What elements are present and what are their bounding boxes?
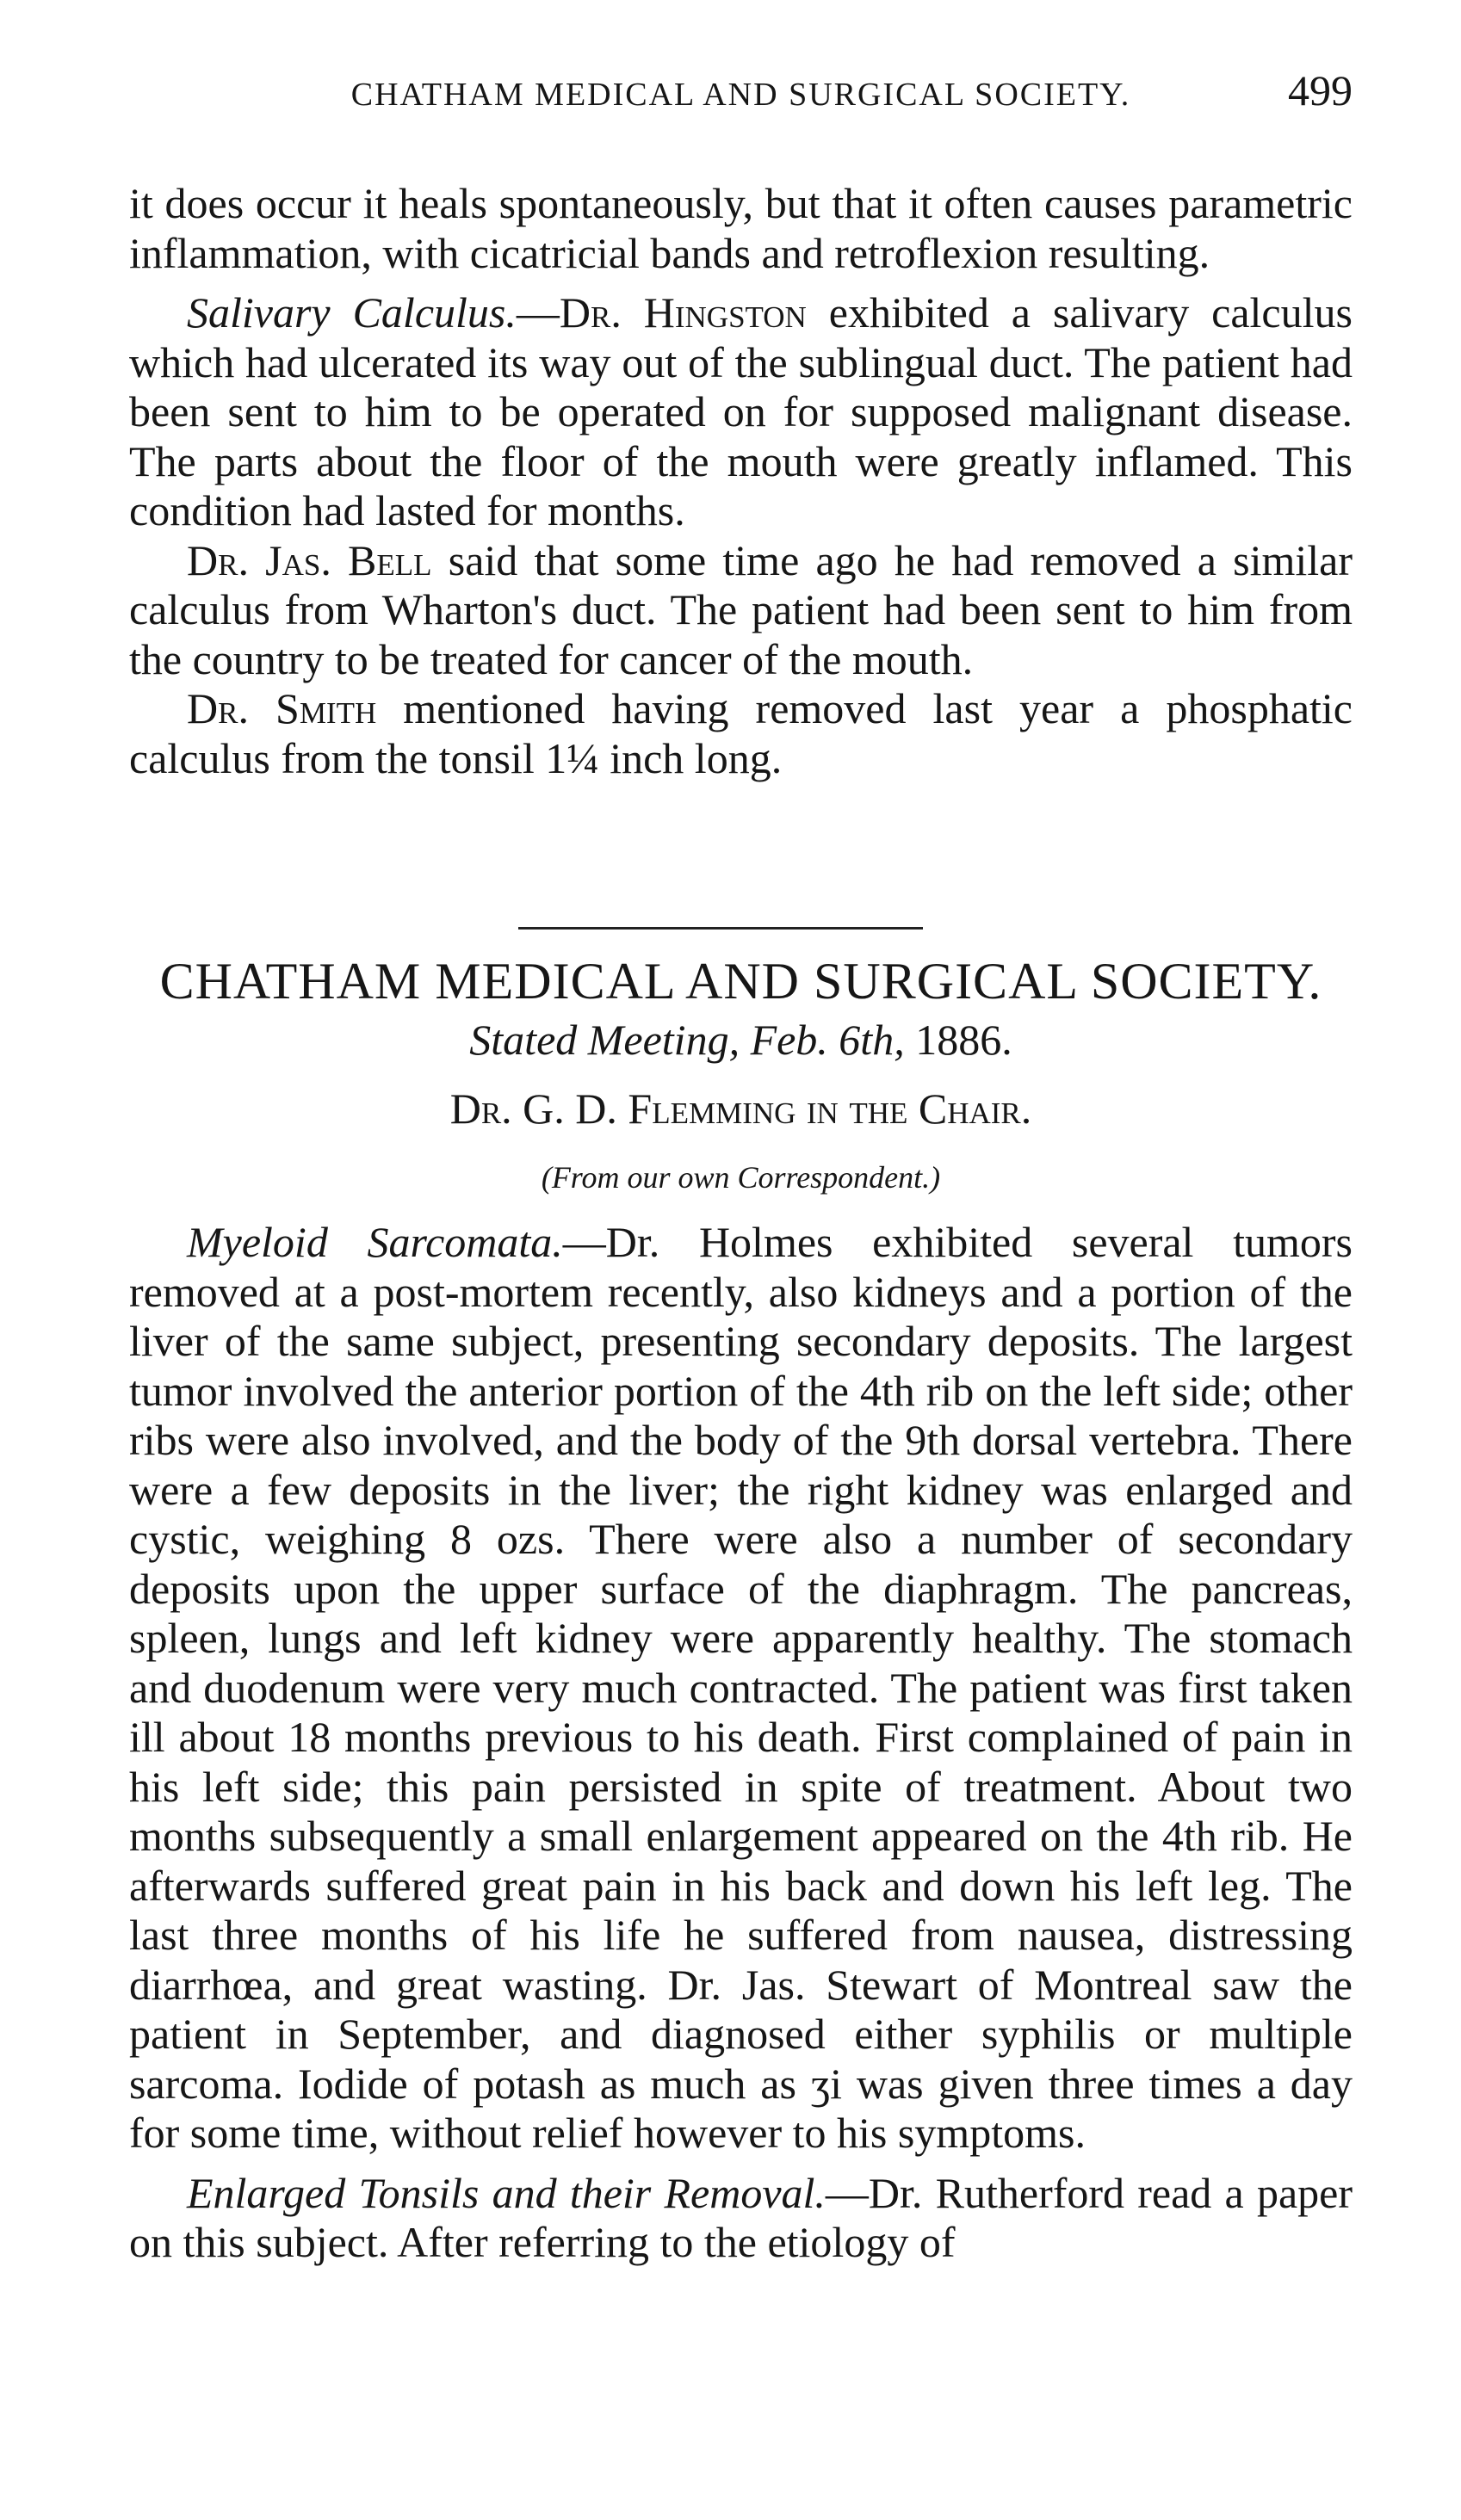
correspondent-note: (From our own Correspondent.) — [541, 1160, 941, 1195]
paragraph-text: mentioned having removed last year a phosphatic calculus from the tonsil 1¼ inch long. — [129, 684, 1353, 782]
page-number: 499 — [1288, 66, 1353, 114]
speaker-name: Dr. Jas. Bell — [187, 535, 432, 584]
paragraph-smith — [129, 684, 1353, 783]
topic-heading: Myeloid Sarcomata. — [187, 1218, 563, 1266]
meeting-label: Stated Meeting, Feb. 6th, — [469, 1016, 905, 1064]
body-section — [129, 1218, 1353, 2268]
running-header — [129, 66, 1353, 127]
paragraph-enlarged-tonsils — [129, 2169, 1353, 2268]
paragraph-text: exhibited a salivary calculus which had ulcerated its way out of the sublingual duct. The patient had been sent to him to be operated on for supposed malignant disease. The parts about the floor of the mouth were greatly inflamed. This condition had lasted for months. — [129, 288, 1353, 534]
society-title: CHATHAM MEDICAL AND SURGICAL SOCIETY. — [159, 953, 1322, 1010]
paragraph-text: said that some time ago he had removed a similar calculus from Wharton's duct. The patient had been sent to him from the country to be treated for cancer of the mouth. — [129, 535, 1353, 683]
paragraph-jas-bell — [129, 536, 1353, 685]
paragraph-text: —Dr. Rutherford read a paper on this subject. After referring to the etiology of — [129, 2168, 1353, 2266]
running-title: CHATHAM MEDICAL AND SURGICAL SOCIETY. — [350, 77, 1131, 113]
top-section — [129, 179, 1353, 783]
paragraph-myeloid-sarcomata — [129, 1218, 1353, 2159]
paragraph-text: —Dr. Holmes exhibited several tumors removed at a post-mortem recently, also kidneys and a portion of the liver of the same subject, presenting secondary deposits. The largest tumor involved the anterior portion of the 4th rib on the left side; other ribs were also involved, and the body of the 9th dorsal vertebra. There were a few deposits in the liver; the right kidney was enlarged and cystic, weighing 8 ozs. There were also a number of secondary deposits upon the upper surface of the diaphragm. The pancreas, spleen, lungs and left kidney were apparently healthy. The stomach and duodenum were very much contracted. The patient was first taken ill about 18 months previous to his death. First complained of pain in his left side; this pain persisted in spite of treatment. About two months subsequently a small enlargement appeared on the 4th rib. He afterwards suffered great pain in his back and down his left leg. The last three months of his life he suffered from nausea, distressing diarrhœa, and great wasting. Dr. Jas. Stewart of Montreal saw the patient in September, and diagnosed either syphilis or multiple sarcoma. Iodide of potash as much as ʒi was given three times a day for some time, without relief however to his symptoms. — [129, 1218, 1353, 2157]
section-divider — [518, 927, 923, 930]
meeting-year: 1886. — [904, 1016, 1012, 1064]
chair-line: Dr. G. D. Flemming in the Chair. — [449, 1084, 1032, 1133]
topic-heading: Salivary Calculus. — [187, 288, 517, 337]
meeting-date — [129, 1014, 1353, 1065]
paragraph-salivary-calculus — [129, 288, 1353, 536]
speaker-name: Dr. Smith — [187, 684, 377, 732]
speaker-name: —Dr. Hingston — [516, 288, 807, 337]
topic-heading: Enlarged Tonsils and their Removal. — [187, 2168, 826, 2217]
continued-paragraph: it does occur it heals spontaneously, but that it often causes parametric inflammation, with cicatricial bands and retroflexion resulting. — [129, 179, 1353, 277]
